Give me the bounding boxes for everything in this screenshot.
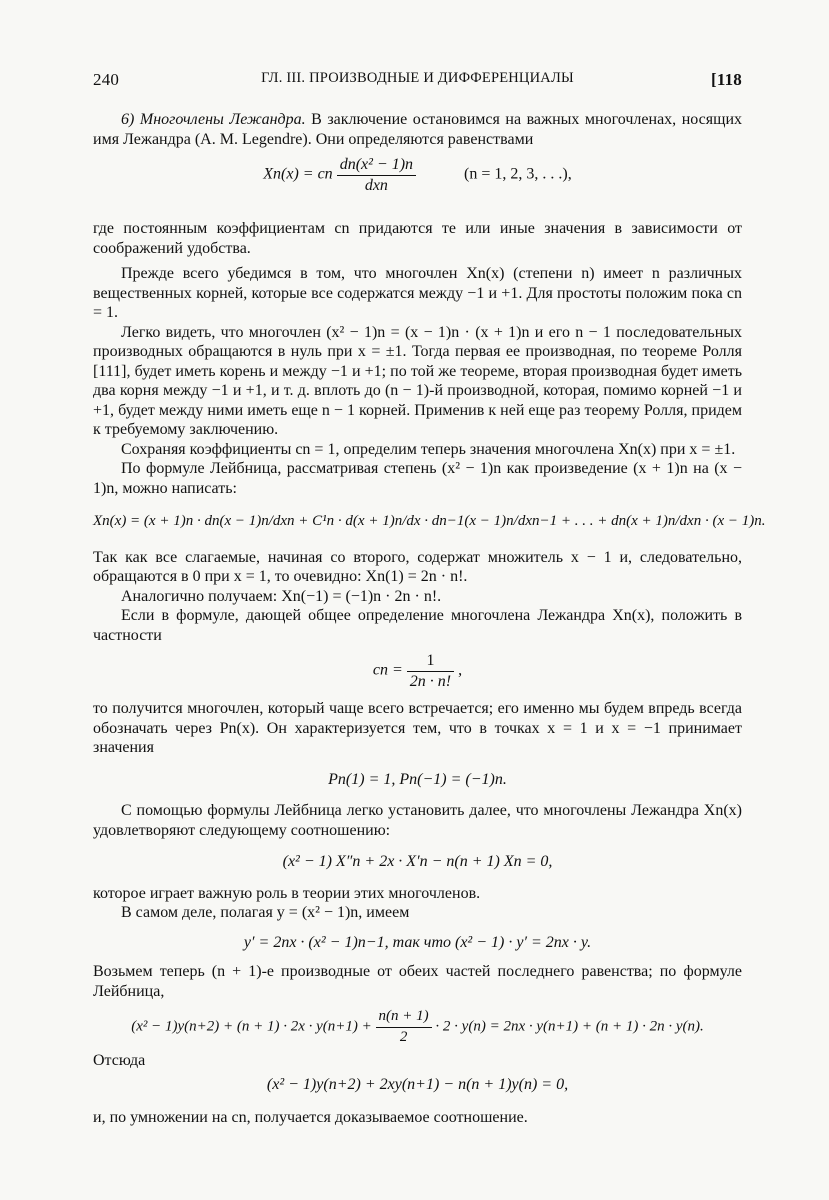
paragraph-9: Если в формуле, дающей общее определение многочлена Лежандра Xn(x), положить в частности [93,607,742,644]
paragraph-4: Легко видеть, что многочлен (x² − 1)n = (x − 1)n · (x + 1)n и его n − 1 последовательных производных обращаются в нуль при x = ±1. Тогда первая ее производная, по теореме Ролля [111], будет иметь корень и между −1 и +1; по той же теореме, вторая производная будет иметь два корня между −1 и +1, и т. д. вплоть до (n − 1)-й производной, которая, помимо корней −1 и +1, будет между ними иметь еще n − 1 корней. Применив к ней еще раз теорему Ролля, придем к требуемому заключению. [93,323,742,438]
paragraph-10: то получится многочлен, который чаще всего встречается; его именно мы будем впредь всегда обозначать через Pn(x). Он характеризуется тем, что в точках x = 1 и x = −1 принимает значения [93,700,742,756]
subsection-heading: 6) Многочлены Лежандра. [121,111,306,128]
formula-derivative: y′ = 2nx · (x² − 1)n−1, так что (x² − 1) · y′ = 2nx · y. [243,933,592,951]
formula-fraction [407,651,454,691]
formula-coefficient [93,651,742,691]
paragraph-6: По формуле Лейбница, рассматривая степень (x² − 1)n как произведение (x + 1)n на (x − 1)n, можно написать: [93,460,742,497]
paragraph-14: Возьмем теперь (n + 1)-е производные от обеих частей последнего равенства; по формуле Лейбница, [93,963,742,1000]
formula-definition [93,155,742,213]
formula-boundary-values: Pn(1) = 1, Pn(−1) = (−1)n. [328,770,507,788]
formula-leibniz-applied [93,1007,742,1047]
paragraph-11: С помощью формулы Лейбница легко установить далее, что многочлены Лежандра Xn(x) удовлетворяют следующему соотношению: [93,802,742,839]
running-header [93,70,742,92]
formula-differential-equation: (x² − 1) X″n + 2x · X′n − n(n + 1) Xn = 0, [282,853,553,870]
paragraph-3: Прежде всего убедимся в том, что многочлен Xn(x) (степени n) имеет n различных вещественных корней, которые все содержатся между −1 и +1. Для простоты положим пока cn = 1. [93,265,742,321]
paragraph-5: Сохраняя коэффициенты cn = 1, определим теперь значения многочлена Xn(x) при x = ±1. [121,440,736,458]
paragraph-7: Так как все слагаемые, начиная со второго, содержат множитель x − 1 и, следовательно, обращаются в 0 при x = 1, то очевидно: Xn(1) = 2n · n!. [93,548,742,585]
formula-condition: (n = 1, 2, 3, . . .), [464,165,572,183]
paragraph-text: В заключение остановимся на важных многочленах, носящих имя Лежандра (A. M. Legendre). Они определяются равенствами [93,111,743,148]
fraction-numerator: 1 [426,652,435,669]
formula-fraction [376,1007,432,1047]
chapter-title: ГЛ. III. ПРОИЗВОДНЫЕ И ДИФФЕРЕНЦИАЛЫ [261,70,574,86]
formula-fraction [337,155,416,195]
formula-tail: , [458,661,463,679]
fraction-numerator: n(n + 1) [378,1008,429,1024]
paragraph-8: Аналогично получаем: Xn(−1) = (−1)n · 2n · n!. [121,587,442,605]
section-number: [118 [710,70,742,89]
fraction-denominator: 2n · n! [407,671,454,692]
fraction-numerator: dn(x² − 1)n [339,156,414,173]
paragraph-16: и, по умножении на cn, получается доказываемое соотношение. [93,1109,528,1126]
formula-lhs: Xn(x) = cn [263,165,333,183]
paragraph-12: которое играет важную роль в теории этих многочленов. [93,884,481,902]
paragraph-13: В самом деле, полагая y = (x² − 1)n, имеем [121,904,410,921]
fraction-denominator: 2 [376,1027,432,1048]
formula-right: · 2 · y(n) = 2nx · y(n+1) + (n + 1) · 2n · y(n). [435,1018,704,1035]
paragraph-15: Отсюда [93,1052,146,1069]
fraction-denominator: dxn [337,175,416,196]
formula-leibniz: Xn(x) = (x + 1)n · dn(x − 1)n/dxn + C¹n · d(x + 1)n/dx · dn−1(x − 1)n/dxn−1 + . . . + dn(x + 1)n/dxn · (x − 1)n. [93,513,766,529]
formula-result: (x² − 1)y(n+2) + 2xy(n+1) − n(n + 1)y(n) = 0, [266,1075,569,1093]
page-number: 240 [93,70,120,89]
formula-lhs: cn = [372,661,403,679]
page-body [93,110,766,1128]
paragraph-2: где постоянным коэффициентам cn придаются те или иные значения в зависимости от соображений удобства. [93,220,742,257]
formula-left: (x² − 1)y(n+2) + (n + 1) · 2x · y(n+1) + [131,1018,372,1035]
paragraph-legendre-intro [93,110,742,149]
